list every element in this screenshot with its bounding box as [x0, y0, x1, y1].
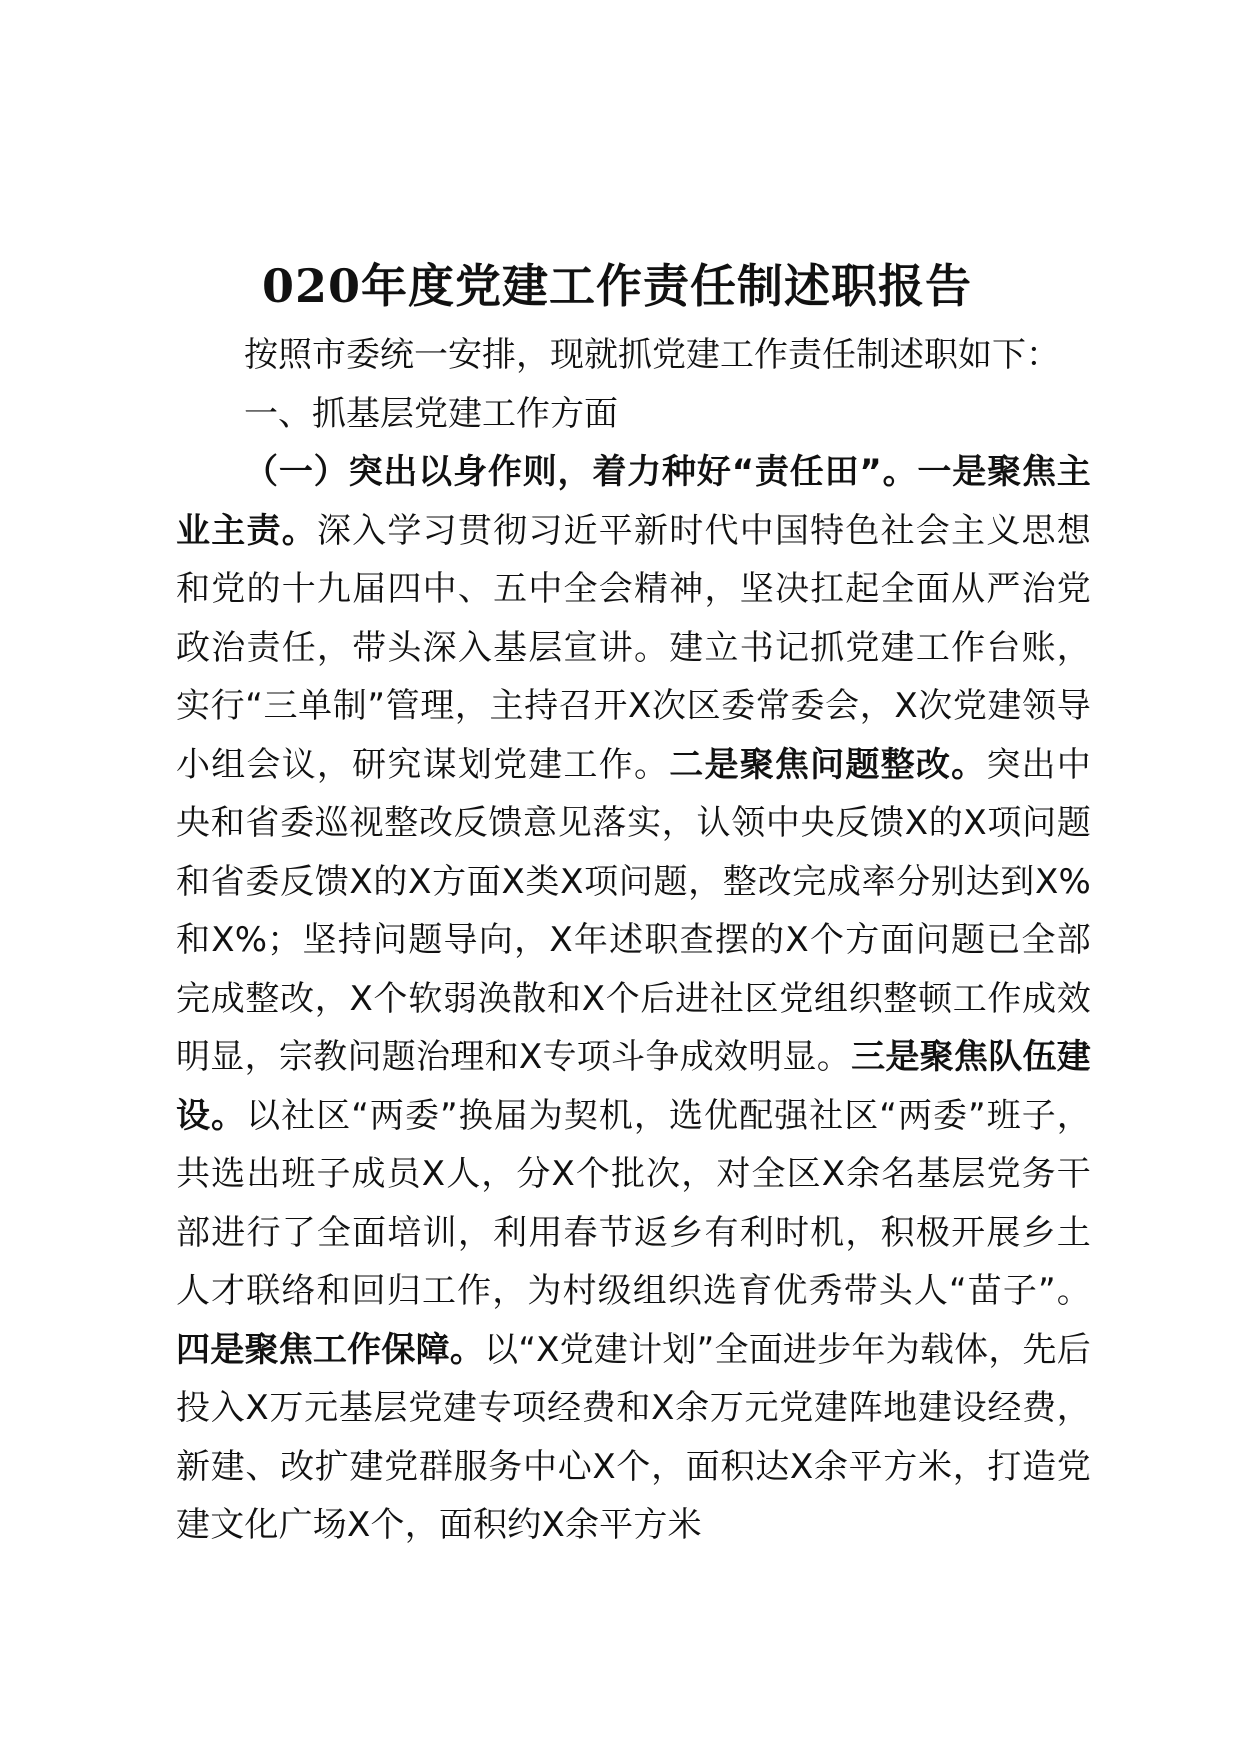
paragraph-bold-2: 二是聚焦问题整改。: [669, 744, 987, 785]
paragraph-lead-bold: （一）突出以身作则，着力种好“责任田”。一是聚焦主业主责。: [176, 452, 1091, 551]
paragraph-bold-4: 四是聚焦工作保障。: [176, 1329, 485, 1370]
section-heading: 一、抓基层党建工作方面: [244, 393, 618, 434]
paragraph-text-2: 突出中央和省委巡视整改反馈意见落实，认领中央反馈X的X项问题和省委反馈X的X方面X类X项问题，整改完成率分别达到X%和X%；坚持问题导向，X年述职查摆的X个方面问题已全部完成整改，X个软弱涣散和X个后进社区党组织整顿工作成效明显，宗教问题治理和X专项斗争成效明显。: [176, 744, 1091, 1077]
document-title: 020年度党建工作责任制述职报告: [261, 259, 973, 313]
paragraph-bold-3: 三是聚焦队伍建设。: [176, 1037, 1091, 1136]
main-paragraph: [176, 443, 1091, 1555]
paragraph-text-1: 深入学习贯彻习近平新时代中国特色社会主义思想和党的十九届四中、五中全会精神，坚决扛起全面从严治党政治责任，带头深入基层宣讲。建立书记抓党建工作台账，实行“三单制”管理，主持召开X次区委常委会，X次党建领导小组会议，研究谋划党建工作。: [176, 510, 1091, 785]
document-body: [176, 326, 1091, 1555]
paragraph-text-4: 以“X党建计划”全面进步年为载体，先后投入X万元基层党建专项经费和X余万元党建阵地建设经费，新建、改扩建党群服务中心X个，面积达X余平方米，打造党建文化广场X个，面积约X余平方米: [176, 1329, 1091, 1545]
paragraph-text-3: 以社区“两委”换届为契机，选优配强社区“两委”班子，共选出班子成员X人，分X个批次，对全区X余名基层党务干部进行了全面培训，利用春节返乡有利时机，积极开展乡土人才联络和回归工作，为村级组织选育优秀带头人“苗子”。: [176, 1095, 1092, 1311]
intro-paragraph: 按照市委统一安排，现就抓党建工作责任制述职如下：: [244, 335, 1060, 375]
